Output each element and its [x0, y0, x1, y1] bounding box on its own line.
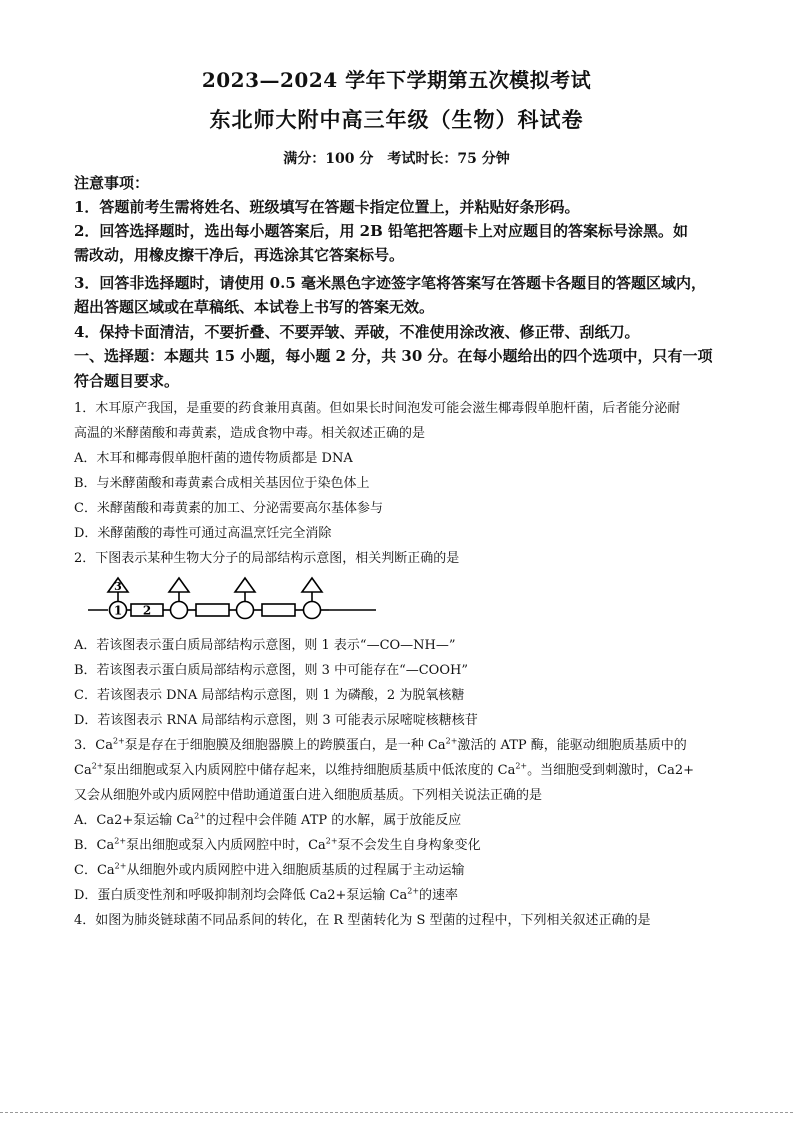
diagram-circle: [304, 602, 321, 619]
superscript: 2+: [515, 761, 528, 771]
q2-option-d: D．若该图表示 RNA 局部结构示意图，则 3 可能表示尿嘧啶核糖核苷: [74, 713, 478, 728]
text-run: 泵出细胞或泵入内质网腔中时，Ca: [126, 838, 326, 853]
text-run: B．Ca: [74, 838, 115, 853]
diagram-label-3: 3: [114, 580, 122, 593]
note-line-2: 2．回答选择题时，选出每小题答案后，用 2B 铅笔把答题卡上对应题目的答案标号涂黑。如: [74, 222, 689, 240]
note-line-4: 3．回答非选择题时，请使用 0.5 毫米黑色字迹签字笔将答案写在答题卡各题目的答题区域内，: [74, 274, 706, 292]
note-line-3: 需改动，用橡皮擦干净后，再选涂其它答案标号。: [74, 246, 405, 264]
q1-stem-2: 高温的米酵菌酸和毒黄素，造成食物中毒。相关叙述正确的是: [74, 426, 426, 441]
text-run: Ca: [74, 763, 92, 778]
q1-option-c: C．米酵菌酸和毒黄素的加工、分泌需要高尔基体参与: [74, 501, 383, 516]
q3-option-d: [74, 884, 734, 903]
q2-option-c: C．若该图表示 DNA 局部结构示意图，则 1 为磷酸，2 为脱氧核糖: [74, 688, 465, 703]
q3-option-a: [74, 809, 734, 828]
text-run: 的速率: [419, 888, 459, 903]
diagram-triangle: [235, 578, 255, 592]
diagram-circle: [171, 602, 188, 619]
page-footer-divider: [0, 1112, 793, 1113]
q2-stem: 2．下图表示某种生物大分子的局部结构示意图，相关判断正确的是: [74, 551, 460, 566]
text-run: 泵出细胞或泵入内质网腔中储存起来，以维持细胞质基质中低浓度的 Ca: [103, 763, 516, 778]
superscript: 2+: [325, 836, 338, 846]
macromolecule-structure-diagram: [86, 574, 386, 624]
diagram-label-1: 1: [113, 603, 123, 618]
q1-option-b: B．与米酵菌酸和毒黄素合成相关基因位于染色体上: [74, 476, 370, 491]
diagram-circle: [237, 602, 254, 619]
notes-heading: 注意事项：: [74, 174, 150, 192]
section1-line-1: 一、选择题：本题共 15 小题，每小题 2 分，共 30 分。在每小题给出的四个选项中，只有一项: [74, 347, 713, 365]
text-run: 激活的 ATP 酶，能驱动细胞质基质中的: [457, 738, 687, 753]
superscript: 2+: [112, 736, 125, 746]
q2-option-a: A．若该图表示蛋白质局部结构示意图，则 1 表示“—CO—NH—”: [74, 638, 456, 653]
diagram-triangle: [169, 578, 189, 592]
q3-option-c: [74, 859, 734, 878]
q1-option-d: D．米酵菌酸的毒性可通过高温烹饪完全消除: [74, 526, 332, 541]
text-run: 泵是存在于细胞膜及细胞器膜上的跨膜蛋白，是一种 Ca: [124, 738, 446, 753]
text-run: A．Ca2+泵运输 Ca: [74, 813, 195, 828]
text-run: 3．Ca: [74, 738, 113, 753]
superscript: 2+: [194, 811, 206, 821]
exam-title-line2: 东北师大附中高三年级（生物）科试卷: [209, 107, 584, 132]
text-run: 泵不会发生自身构象变化: [337, 838, 481, 853]
text-run: 从细胞外或内质网腔中进入细胞质基质的过程属于主动运输: [126, 863, 465, 878]
q3-stem-3: 又会从细胞外或内质网腔中借助通道蛋白进入细胞质基质。下列相关说法正确的是: [74, 788, 543, 803]
q1-option-a: A．木耳和椰毒假单胞杆菌的遗传物质都是 DNA: [74, 451, 353, 466]
note-line-5: 超出答题区域或在草稿纸、本试卷上书写的答案无效。: [74, 298, 435, 316]
text-run: C．Ca: [74, 863, 115, 878]
text-run: 的过程中会伴随 ATP 的水解，属于放能反应: [205, 813, 462, 828]
exam-meta: 满分：100 分 考试时长：75 分钟: [283, 151, 510, 167]
superscript: 2+: [445, 736, 458, 746]
superscript: 2+: [114, 836, 127, 846]
exam-title-line1: 2023—2024 学年下学期第五次模拟考试: [201, 68, 592, 92]
note-line-1: 1．答题前考生需将姓名、班级填写在答题卡指定位置上，并粘贴好条形码。: [74, 198, 580, 216]
diagram-rect: [262, 604, 295, 616]
q3-stem-1: [74, 734, 734, 753]
diagram-rect: [196, 604, 229, 616]
text-run: 。当细胞受到刺激时，Ca2+: [527, 763, 695, 778]
text-run: D．蛋白质变性剂和呼吸抑制剂均会降低 Ca2+泵运输 Ca: [74, 888, 408, 903]
q3-stem-2: [74, 759, 734, 778]
q2-option-b: B．若该图表示蛋白质局部结构示意图，则 3 中可能存在“—COOH”: [74, 663, 468, 678]
q3-option-b: [74, 834, 734, 853]
superscript: 2+: [114, 861, 127, 871]
superscript: 2+: [91, 761, 104, 771]
q4-stem: 4．如图为肺炎链球菌不同品系间的转化，在 R 型菌转化为 S 型菌的过程中，下列相关叙述正确的是: [74, 913, 651, 928]
section1-line-2: 符合题目要求。: [74, 372, 180, 390]
note-line-6: 4．保持卡面清洁，不要折叠、不要弄皱、弄破，不准使用涂改液、修正带、刮纸刀。: [74, 323, 640, 341]
diagram-label-2: 2: [142, 603, 152, 618]
q1-stem-1: 1．木耳原产我国，是重要的药食兼用真菌。但如果长时间泡发可能会滋生椰毒假单胞杆菌，后者能分泌耐: [74, 401, 681, 416]
diagram-triangle: [302, 578, 322, 592]
superscript: 2+: [407, 886, 420, 896]
